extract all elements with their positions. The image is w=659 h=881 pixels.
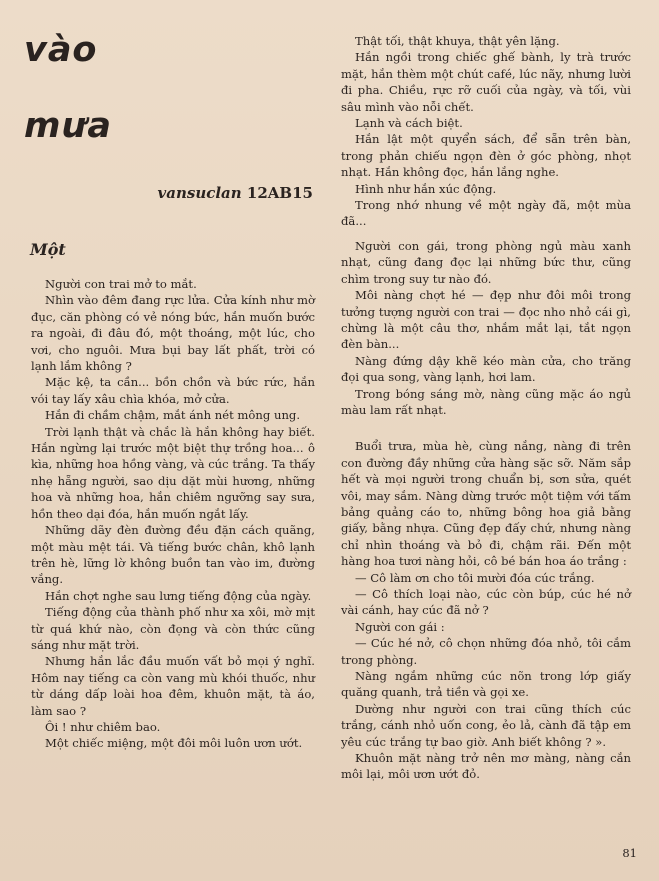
paragraph: Môi nàng chợt hé — đẹp như đôi môi trong tưởng tượng người con trai — đọc nho nhỏ cái gì, chừng là một câu thơ, nhắm mắt lại, tắt ngọn đèn bàn... (341, 288, 631, 352)
paragraph: Những dãy đèn đường đều đặn cách quãng, một màu mệt tái. Và tiếng bước chân, khô lạnh trên hè, lững lờ không buồn tan vào im, đường vắng. (31, 523, 315, 587)
page-number: 81 (622, 846, 637, 860)
left-column (31, 276, 315, 752)
section-heading: Một (30, 240, 66, 259)
paragraph: — Cúc hé nở, cô chọn những đóa nhỏ, tôi cắm trong phòng. (341, 636, 631, 667)
right-column (341, 33, 631, 783)
title-line-1: vào (24, 30, 98, 70)
paragraph: Nhưng hắn lắc đầu muốn vất bỏ mọi ý nghĩ. Hôm nay tiếng ca còn vang mù khói thuốc, như từ dáng dấp loài hoa đêm, khuôn mặt, tà áo, làm sao ? (31, 654, 315, 718)
paragraph: Hắn đi chầm chậm, mắt ánh nét mông ung. (45, 408, 301, 423)
paragraph: Hắn ngồi trong chiếc ghế bành, ly trà trước mặt, hắn thèm một chút café, lúc nãy, nhưng lười đi pha. Chiều, rực rỡ cuối của ngày, và tối, vùi sâu mình vào nỗi chết. (341, 50, 631, 114)
paragraph: Trời lạnh thật và chắc là hắn không hay biết. Hắn ngừng lại trước một biệt thự trồng hoa... ô kìa, những hoa hồng vàng, và cúc trắng. Ta thấy nhẹ hẵng người, sao dịu dặt mùi hương, những hoa và những hoa, hắn chiêm ngưỡng say sưa, hồn theo dại đóa, hắn muốn ngắt lấy. (31, 424, 315, 521)
author-byline (158, 184, 313, 202)
paragraph: Thật tối, thật khuya, thật yên lặng. (355, 34, 560, 48)
paragraph: Nàng đứng dậy khẽ kéo màn cửa, cho trăng đọi qua song, vàng lạnh, hơi lam. (341, 353, 631, 385)
paragraph: Người con gái : (355, 619, 445, 634)
paragraph: Người con gái, trong phòng ngủ màu xanh nhạt, cũng đang đọc lại những bức thư, cũng chìm trong suy tư nào đó. (341, 238, 631, 286)
paragraph: — Cô thích loại nào, cúc còn búp, cúc hé nở vài cánh, hay cúc đã nở ? (341, 587, 631, 618)
paragraph: Hắn lật một quyển sách, để sẵn trên bàn, trong phản chiếu ngọn đèn ở góc phòng, nhọt nhạt. Hắn không đọc, hắn lắng nghe. (341, 132, 631, 180)
paragraph: Khuôn mặt nàng trở nên mơ màng, nàng cắn môi lại, môi ươn ướt đỏ. (341, 751, 631, 782)
paragraph: Nàng ngắm những cúc nõn trong lớp giấy quăng quanh, trả tiền và gọi xe. (341, 669, 631, 700)
paragraph: Trong bóng sáng mờ, nàng cũng mặc áo ngủ màu lam rất nhạt. (341, 386, 631, 417)
paragraph: Ôi ! như chiêm bao. (45, 719, 161, 734)
paragraph: Tiếng động của thành phố như xa xôi, mờ mịt từ quá khứ nào, còn đọng và còn thức cũng sáng như mặt trời. (31, 605, 315, 652)
paragraph: — Cô làm ơn cho tôi mười đóa cúc trắng. (355, 570, 595, 585)
paragraph: Một chiếc miệng, một đôi môi luôn ươn ướt. (45, 736, 303, 751)
author-name: vansuclan (157, 184, 242, 202)
paragraph: Người con trai mở to mắt. (45, 277, 197, 291)
paragraph: Lạnh và cách biệt. (355, 116, 463, 131)
paragraph: Nhìn vào đêm đang rực lửa. Cửa kính như mờ đục, căn phòng có vẻ nóng bức, hắn muốn bước ra ngoài, đi đâu đó, một thoáng, một lúc, cho vơi, cho nguôi. Mưa bụi bay lất phất, trời có lạnh lắm không ? (31, 293, 315, 374)
paragraph: Mặc kệ, ta cần... bồn chồn và bức rức, hắn vói tay lấy xâu chìa khóa, mở cửa. (31, 375, 315, 406)
paragraph: Hình như hắn xúc động. (355, 181, 497, 196)
author-class: 12AB15 (246, 184, 313, 202)
paragraph: Buổi trưa, mùa hè, cùng nắng, nàng đi trên con đường đầy những cửa hàng sặc sỡ. Năm sắp hết và mọi người trong chuẩn bị, sơn sửa, quét vôi, may sắm. Nàng dừng trước một tiệm với tấm bảng quảng cáo to, những bông hoa giả bằng giấy, bằng nhựa. Cũng đẹp đấy chứ, nhưng nàng chỉ nhìn thoáng và bỏ đi, chậm rãi. Đến một hàng hoa tươi nàng hỏi, cô bé bán hoa áo trắng : (341, 439, 631, 569)
paragraph: Hắn chợt nghe sau lưng tiếng động của ngày. (45, 588, 312, 603)
title-line-2: mưa (24, 106, 113, 146)
paragraph: Dường như người con trai cũng thích cúc trắng, cánh nhỏ uốn cong, ẻo lả, cành đã tập em yêu cúc trắng tự bao giờ. Anh biết không ? ». (341, 701, 631, 749)
paragraph: Trong nhớ nhung về một ngày đã, một mùa đã... (341, 198, 631, 229)
